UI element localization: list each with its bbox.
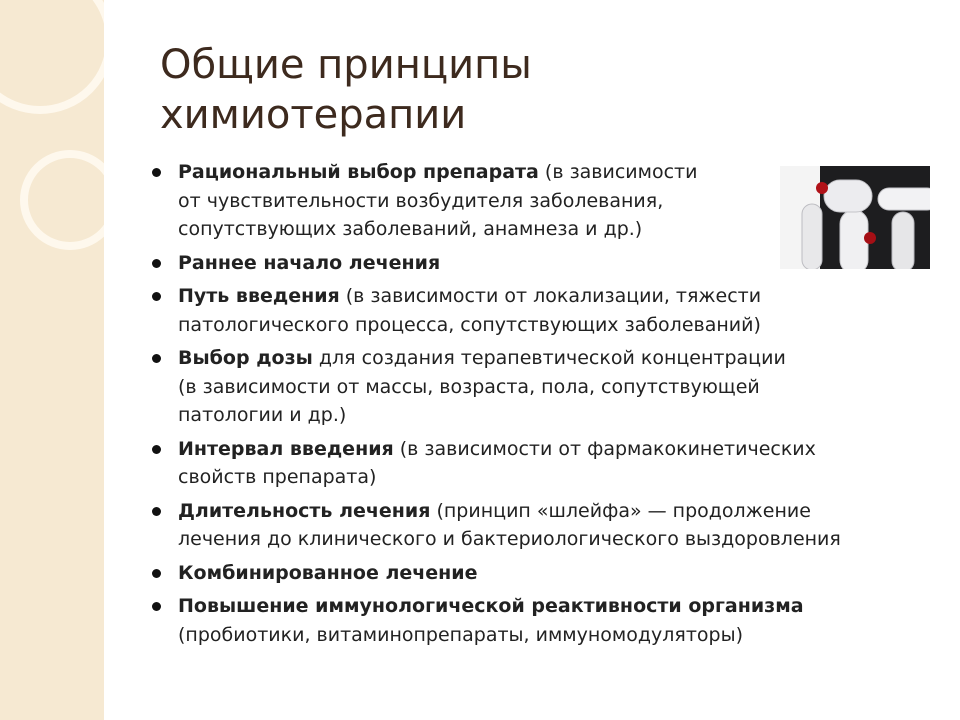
bullet-icon: [152, 602, 161, 611]
decorative-side-band: [0, 0, 104, 720]
list-item: Путь введения (в зависимости от локализации, тяжести патологического процесса, сопутствующих заболеваний): [150, 282, 910, 339]
principles-list: [150, 158, 910, 654]
title-line-2: химиотерапии: [160, 92, 467, 138]
bullet-icon: [152, 259, 161, 268]
decorative-rings: [0, 0, 104, 720]
list-item: Комбинированное лечение: [150, 559, 910, 588]
bullet-icon: [152, 507, 161, 516]
list-item: Интервал введения (в зависимости от фармакокинетических свойств препарата): [150, 435, 910, 492]
bullet-icon: [152, 292, 161, 301]
list-item: Выбор дозы для создания терапевтической концентрации (в зависимости от массы, возраста, пола, сопутствующей патологии и др.): [150, 344, 910, 430]
list-item: Раннее начало лечения: [150, 249, 910, 278]
bullet-icon: [152, 354, 161, 363]
list-item: Рациональный выбор препарата (в зависимости от чувствительности возбудителя заболевания, сопутствующих заболеваний, анамнеза и др.): [150, 158, 910, 244]
list-item: Повышение иммунологической реактивности организма (пробиотики, витаминопрепараты, иммуномодуляторы): [150, 592, 910, 649]
bullet-icon: [152, 569, 161, 578]
list-item: Длительность лечения (принцип «шлейфа» — продолжение лечения до клинического и бактериологического выздоровления: [150, 497, 910, 554]
slide-title: [160, 40, 780, 140]
title-line-1: Общие принципы: [160, 42, 532, 88]
bullet-icon: [152, 445, 161, 454]
bullet-icon: [152, 168, 161, 177]
